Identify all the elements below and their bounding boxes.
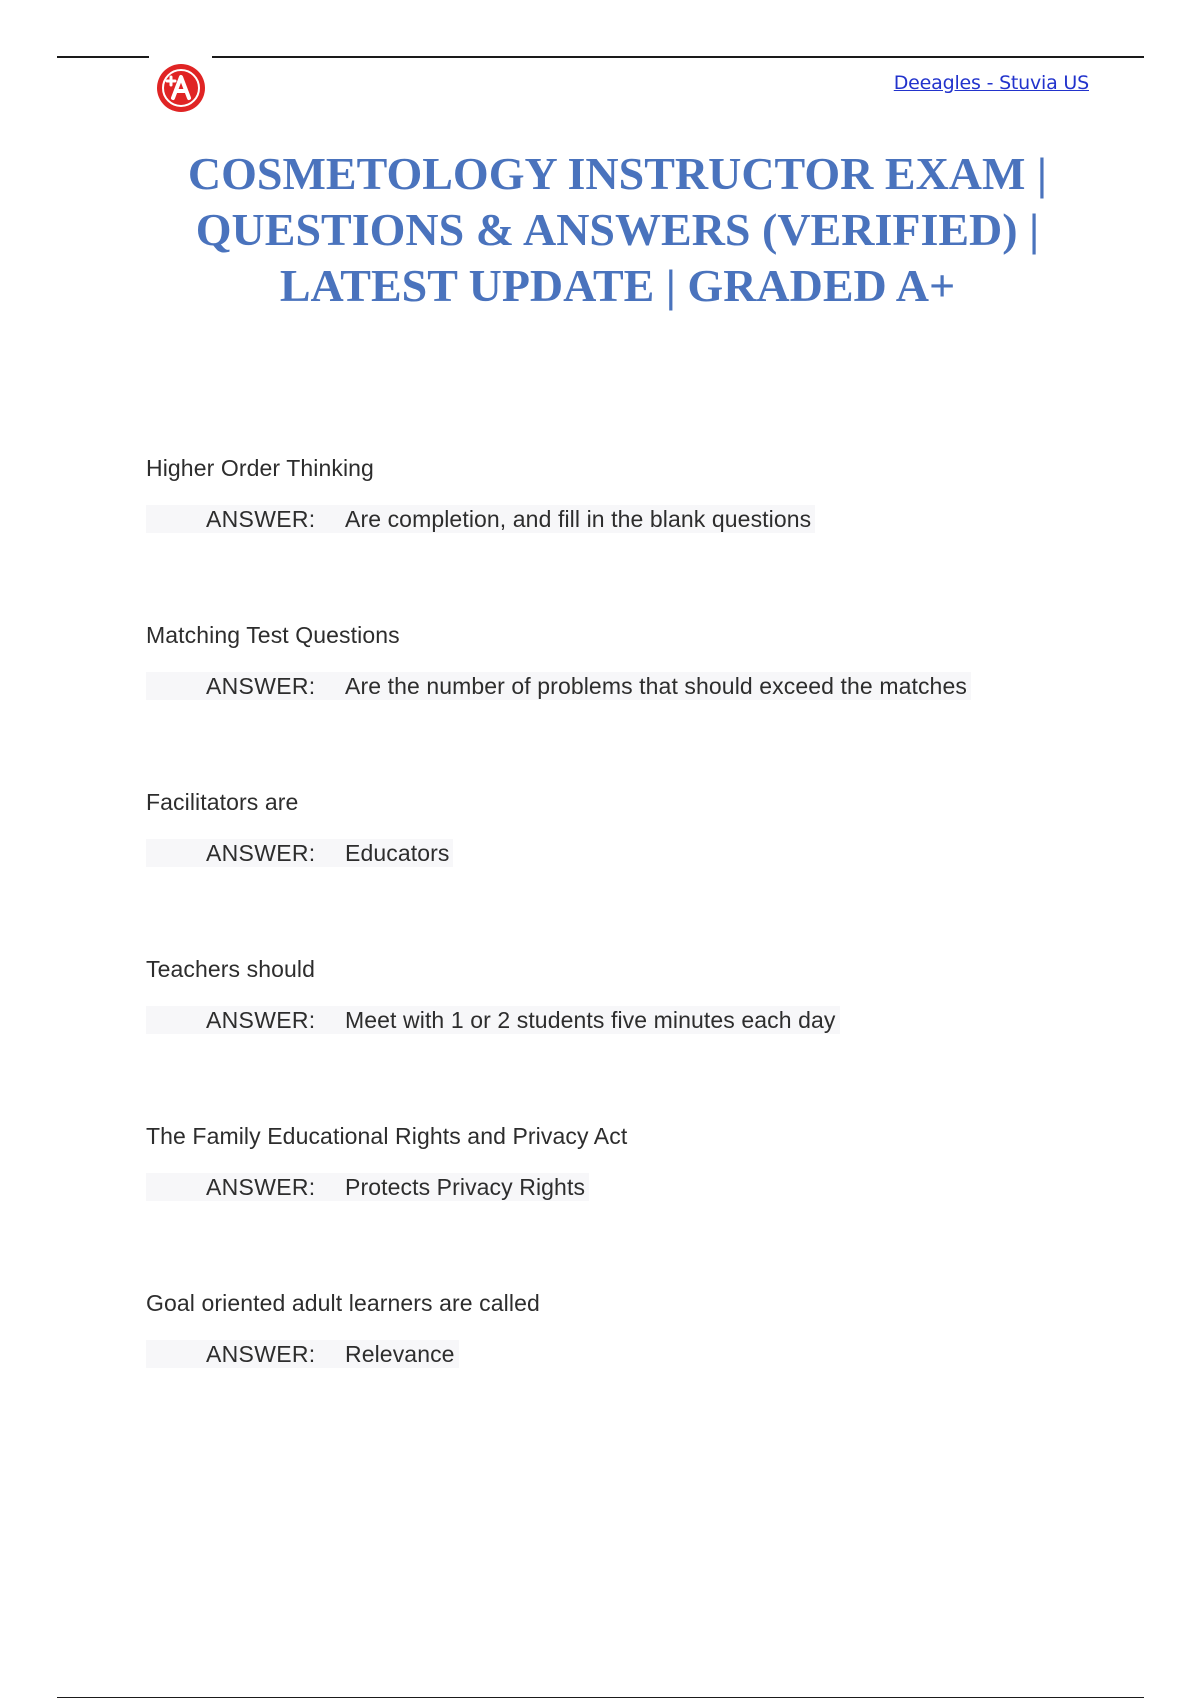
answer-row (146, 672, 971, 700)
answer-row (146, 1340, 459, 1368)
qa-item (146, 1280, 1146, 1447)
footer-rule (57, 1697, 1144, 1698)
qa-item (146, 779, 1146, 946)
title-line-3: LATEST UPDATE | GRADED A+ (279, 260, 956, 311)
qa-item (146, 445, 1146, 612)
answer-row (146, 505, 815, 533)
title-line-1: COSMETOLOGY INSTRUCTOR EXAM | (187, 148, 1048, 199)
question-text: Higher Order Thinking (146, 455, 374, 481)
qa-list (146, 445, 1146, 1447)
answer-text: Protects Privacy Rights (345, 1173, 586, 1200)
question-text: Goal oriented adult learners are called (146, 1290, 540, 1316)
question-text: Matching Test Questions (146, 622, 400, 648)
answer-label: ANSWER: (206, 672, 316, 699)
answer-text: Are the number of problems that should exceed the matches (345, 672, 967, 699)
answer-text: Educators (345, 839, 450, 866)
header-rule-left (57, 56, 149, 58)
answer-label: ANSWER: (206, 1006, 316, 1033)
qa-item (146, 1113, 1146, 1280)
answer-label: ANSWER: (206, 505, 316, 532)
answer-label: ANSWER: (206, 1173, 316, 1200)
qa-item (146, 946, 1146, 1113)
a-plus-badge-icon (155, 62, 207, 114)
question-text: Teachers should (146, 956, 315, 982)
answer-text: Meet with 1 or 2 students five minutes each day (345, 1006, 836, 1033)
question-text: The Family Educational Rights and Privacy Act (146, 1123, 628, 1149)
answer-label: ANSWER: (206, 1340, 316, 1367)
answer-text: Relevance (345, 1340, 455, 1367)
answer-row (146, 1006, 840, 1034)
author-store-link[interactable]: Deeagles - Stuvia US (893, 72, 1089, 94)
qa-item (146, 612, 1146, 779)
document-title (120, 146, 1115, 314)
header-rule-right (212, 56, 1144, 58)
answer-label: ANSWER: (206, 839, 316, 866)
title-line-2: QUESTIONS & ANSWERS (VERIFIED) | (195, 204, 1040, 255)
answer-row (146, 839, 453, 867)
answer-text: Are completion, and fill in the blank questions (345, 505, 812, 532)
answer-row (146, 1173, 589, 1201)
question-text: Facilitators are (146, 789, 299, 815)
